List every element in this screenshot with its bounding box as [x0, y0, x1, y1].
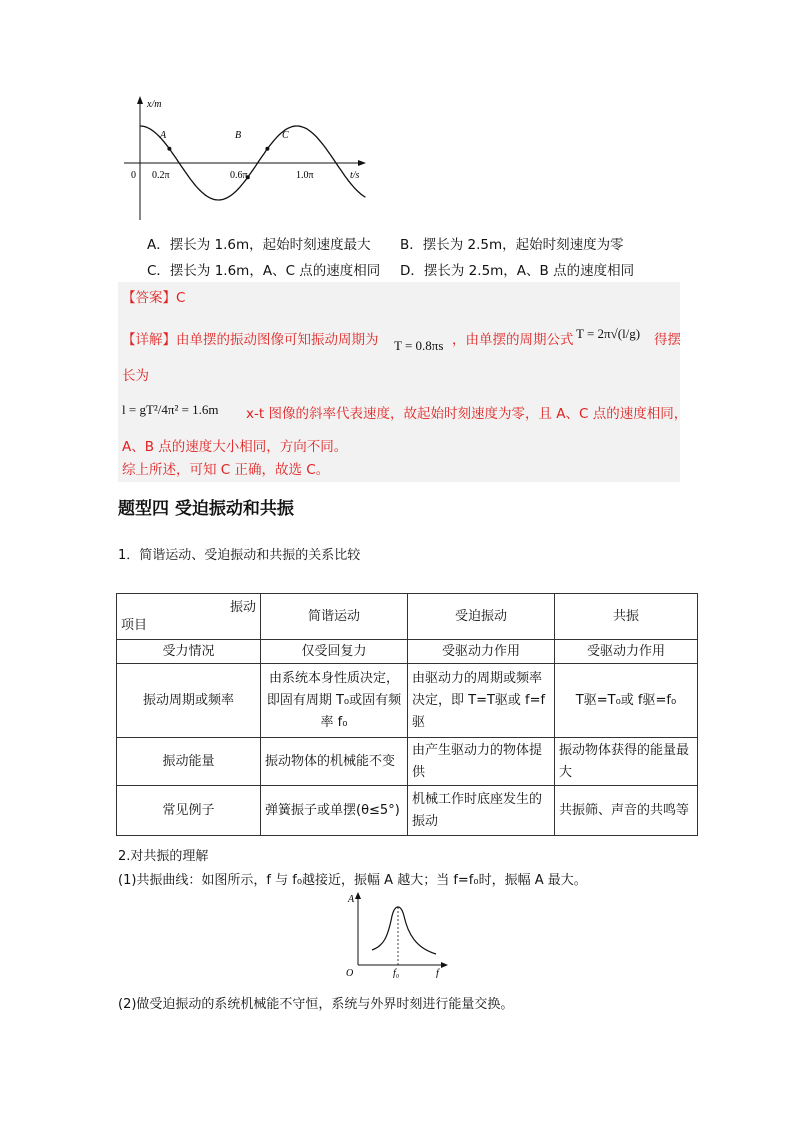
corner-top: 振动 [229, 599, 256, 615]
corner-cell [117, 594, 261, 640]
resonance-graph [344, 890, 454, 978]
table-row [117, 640, 698, 664]
answer-label: 【答案】C [122, 290, 186, 306]
answer-box [118, 282, 688, 482]
table-row [117, 786, 698, 836]
y-axis-label: A [348, 894, 355, 905]
point-label-c: C [282, 130, 289, 141]
detail-line-5: 综上所述，可知 C 正确，故选 C。 [122, 462, 330, 478]
wave-point-a [167, 147, 171, 151]
x-axis-label: f [436, 968, 439, 978]
table-header-row [117, 594, 698, 640]
table-cell: 共振筛、声音的共鸣等 [555, 786, 698, 836]
tick-label: 0.2π [152, 170, 170, 181]
option-b: B．摆长为 2.5m，起始时刻速度为零 [400, 237, 624, 253]
row-label: 常见例子 [117, 786, 261, 836]
table-cell: 仅受回复力 [261, 640, 408, 664]
y-axis-label: x/m [147, 99, 162, 110]
option-c: C．摆长为 1.6m，A、C 点的速度相同 [147, 263, 381, 279]
detail-line-3: x-t 图像的斜率代表速度，故起始时刻速度为零，且 A、C 点的速度相同， [246, 406, 688, 422]
row-label: 振动周期或频率 [117, 664, 261, 738]
table-cell: 由系统本身性质决定，即固有周期 T₀或固有频率 f₀ [261, 664, 408, 738]
resonance-curve [372, 907, 436, 954]
y-axis-arrow [137, 96, 143, 104]
detail-line-4: A、B 点的速度大小相同，方向不同。 [122, 439, 348, 455]
comparison-table [116, 593, 698, 836]
item-2: 2.对共振的理解 [118, 849, 209, 864]
detail-line-2: 长为 [122, 368, 149, 384]
tick-label: 1.0π [296, 170, 314, 181]
period-equation: T = 0.8πs [394, 338, 444, 353]
header-cell: 共振 [555, 594, 698, 640]
header-cell: 简谐运动 [261, 594, 408, 640]
option-a: A．摆长为 1.6m，起始时刻速度最大 [147, 237, 371, 253]
table-cell: 由驱动力的周期或频率决定，即 T=T驱或 f=f驱 [408, 664, 555, 738]
table-row [117, 664, 698, 738]
table-cell: 振动物体的机械能不变 [261, 738, 408, 786]
tick-label: 0.6π [230, 170, 248, 181]
x-axis-arrow [358, 160, 366, 166]
table-cell: 受驱动力作用 [408, 640, 555, 664]
item-1: 1．简谐运动、受迫振动和共振的关系比较 [118, 548, 361, 563]
length-equation: l = gT²/4π² = 1.6m [122, 402, 219, 417]
header-cell: 受迫振动 [408, 594, 555, 640]
table-cell: 受驱动力作用 [555, 640, 698, 664]
item-2-1: (1)共振曲线：如图所示，f 与 f₀越接近，振幅 A 越大；当 f=f₀时，振幅 A 最大。 [118, 873, 587, 888]
point-label-b: B [235, 130, 242, 141]
section-title: 题型四 受迫振动和共振 [118, 499, 294, 519]
wave-graph [118, 92, 378, 227]
detail-suffix: 得摆 [654, 332, 681, 348]
table-cell: 弹簧振子或单摆(θ≤5°) [261, 786, 408, 836]
origin-label: 0 [131, 170, 136, 181]
detail-mid: ，由单摆的周期公式 [452, 332, 574, 348]
x-axis-label: t/s [350, 170, 360, 181]
point-label-a: A [160, 130, 167, 141]
table-cell: 机械工作时底座发生的振动 [408, 786, 555, 836]
x-axis-arrow [441, 962, 448, 968]
corner-bottom: 项目 [121, 617, 148, 633]
wave-point-c [265, 147, 269, 151]
item-2-2: (2)做受迫振动的系统机械能不守恒，系统与外界时刻进行能量交换。 [118, 997, 514, 1012]
table-cell: T驱=T₀或 f驱=f₀ [555, 664, 698, 738]
pendulum-formula: T = 2π√(l/g) [576, 326, 641, 341]
origin-label: O [346, 968, 354, 978]
option-d: D．摆长为 2.5m，A、B 点的速度相同 [400, 263, 635, 279]
y-axis-arrow [355, 892, 361, 899]
peak-label: f₀ [393, 968, 400, 978]
detail-prefix: 【详解】由单摆的振动图像可知振动周期为 [122, 332, 379, 348]
table-cell: 振动物体获得的能量最大 [555, 738, 698, 786]
row-label: 振动能量 [117, 738, 261, 786]
detail-line-1 [122, 328, 379, 348]
row-label: 受力情况 [117, 640, 261, 664]
table-row [117, 738, 698, 786]
table-cell: 由产生驱动力的物体提供 [408, 738, 555, 786]
